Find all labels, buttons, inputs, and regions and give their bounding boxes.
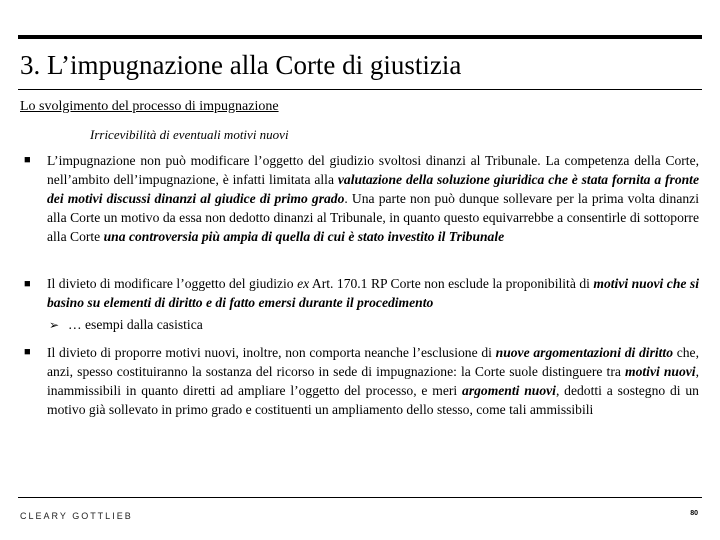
square-bullet-icon: ■ [24, 346, 31, 358]
emphasis-run: motivi nuovi che si basino su elementi di diritto e di fatto emersi durante il procedimento [47, 276, 699, 310]
sub-bullet-text: … esempi dalla casistica [68, 317, 203, 332]
text-run: Art. 170.1 RP Corte non esclude la proponibilità di [309, 276, 594, 291]
footer-rule [18, 497, 702, 498]
title-rule [18, 89, 702, 90]
emphasis-run: valutazione della soluzione giuridica che è stata fornita a fronte dei motivi discussi dinanzi al giudice di primo grado [47, 172, 699, 206]
text-run: . Una parte non può dunque sollevare per la prima volta dinanzi alla Corte un motivo da essa non dedotto dinanzi al Tribunale, in quanto questo equivarrebbe a consentirle di sottoporre alla Corte [47, 191, 699, 244]
bullet-paragraph-2 [47, 274, 699, 312]
text-run: , dedotti a sostegno di un motivo già sollevato in primo grado e costituenti un ampliamento dello stesso, come tali ammissibili [47, 383, 699, 417]
text-run: Il divieto di modificare l’oggetto del giudizio [47, 276, 298, 291]
emphasis-run: motivi nuovi [625, 364, 696, 379]
bullet-paragraph-3 [47, 343, 699, 419]
text-run: Il divieto di proporre motivi nuovi, inoltre, non comporta neanche l’esclusione di [47, 345, 496, 360]
text-run: che, anzi, spesso costituiranno la sostanza del ricorso in sede di impugnazione: la Corte suole distinguere tra [47, 345, 699, 379]
section-heading: Lo svolgimento del processo di impugnazione [20, 99, 279, 114]
bullet-paragraph-1 [47, 151, 699, 246]
subheading: Irricevibilità di eventuali motivi nuovi [90, 127, 289, 142]
top-rule [18, 35, 702, 39]
square-bullet-icon: ■ [24, 278, 31, 290]
logo: CLEARY GOTTLIEB [20, 511, 133, 521]
italic-run: ex [297, 276, 310, 291]
emphasis-run: nuove argomentazioni di diritto [495, 345, 673, 360]
arrow-bullet-icon: ➢ [49, 318, 60, 332]
page-number: 80 [690, 510, 698, 517]
text-run: , inammissibili in quanto diretti ad ampliare l’oggetto del processo, e meri [47, 364, 699, 398]
text-run: L’impugnazione non può modificare l’oggetto del giudizio svoltosi dinanzi al Tribunale. La competenza della Corte, nell’ambito dell’impugnazione, è infatti limitata alla [47, 153, 699, 187]
emphasis-run: argomenti nuovi [462, 383, 556, 398]
square-bullet-icon: ■ [24, 154, 31, 166]
page-title: 3. L’impugnazione alla Corte di giustizia [20, 50, 462, 80]
emphasis-run: una controversia più ampia di quella di cui è stato investito il Tribunale [103, 229, 505, 244]
